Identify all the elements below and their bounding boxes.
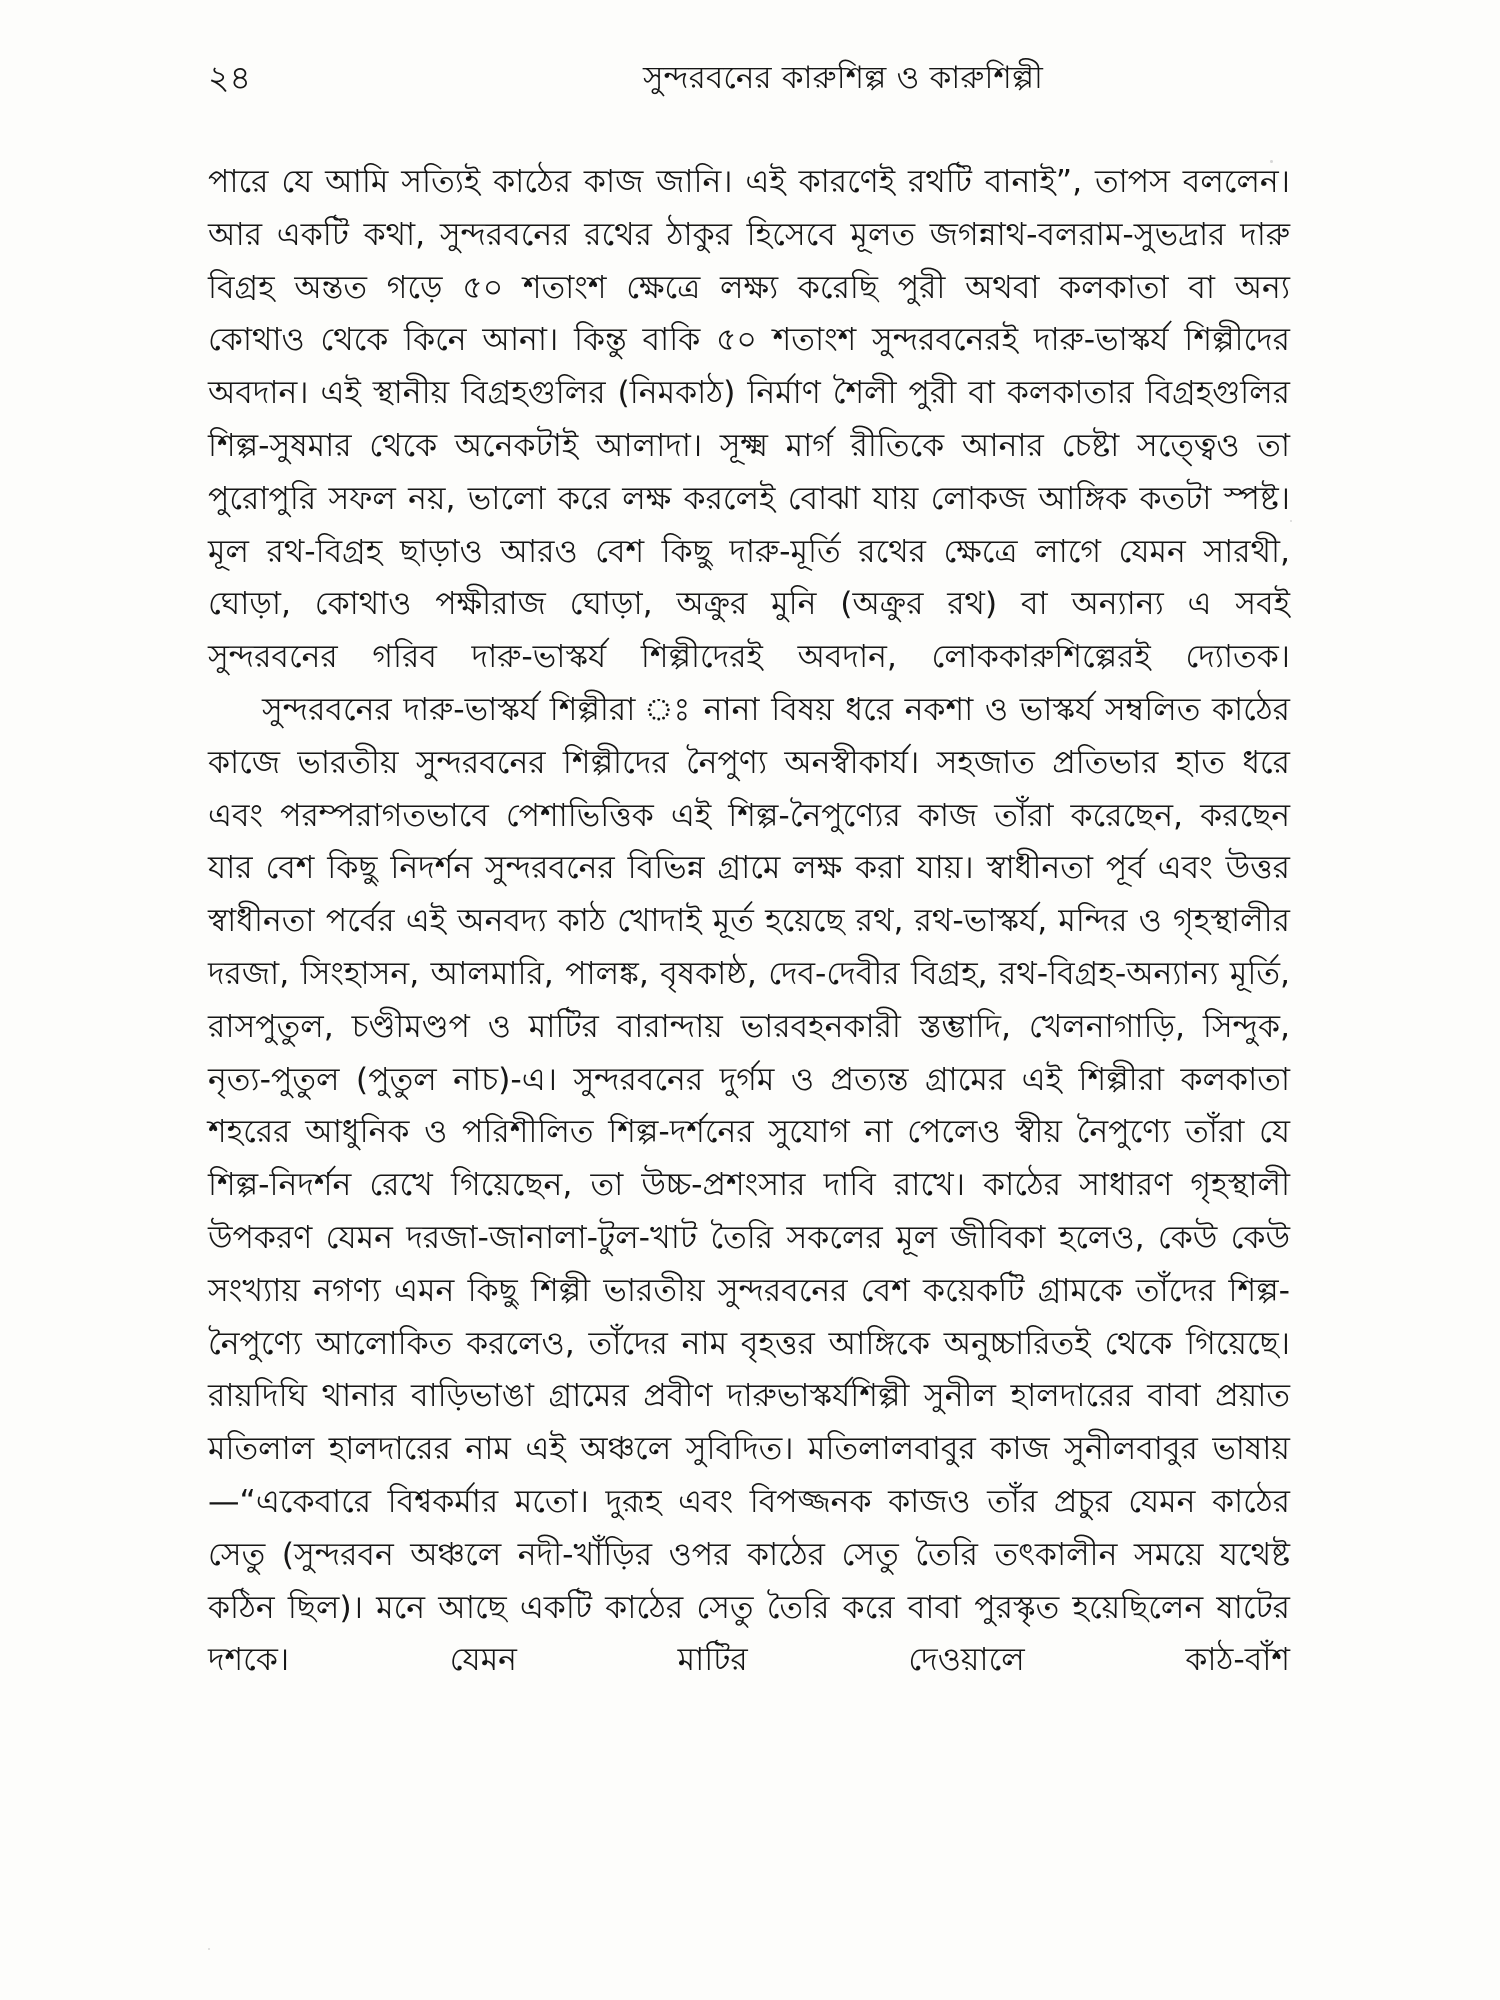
page-body (208, 156, 1290, 1966)
paragraph-woodcarvers: সুন্দরবনের দারু-ভাস্কর্য শিল্পীরা ঃ নানা বিষয় ধরে নকশা ও ভাস্কর্য সম্বলিত কাঠের কাজে ভারতীয় সুন্দরবনের শিল্পীদের নৈপুণ্য অনস্বীকার্য। সহজাত প্রতিভার হাত ধরে এবং পরম্পরাগতভাবে পেশাভিত্তিক এই শিল্প-নৈপুণ্যের কাজ তাঁরা করেছেন, করছেন যার বেশ কিছু নিদর্শন সুন্দরবনের বিভিন্ন গ্রামে লক্ষ করা যায়। স্বাধীনতা পূর্ব এবং উত্তর স্বাধীনতা পর্বের এই অনবদ্য কাঠ খোদাই মূর্ত হয়েছে রথ, রথ-ভাস্কর্য, মন্দির ও গৃহস্থালীর দরজা, সিংহাসন, আলমারি, পালঙ্ক, বৃষকাষ্ঠ, দেব-দেবীর বিগ্রহ, রথ-বিগ্রহ-অন্যান্য মূর্তি, রাসপুতুল, চণ্ডীমণ্ডপ ও মাটির বারান্দায় ভারবহনকারী স্তম্ভাদি, খেলনাগাড়ি, সিন্দুক, নৃত্য-পুতুল (পুতুল নাচ)-এ। সুন্দরবনের দুর্গম ও প্রত্যন্ত গ্রামের এই শিল্পীরা কলকাতা শহরের আধুনিক ও পরিশীলিত শিল্প-দর্শনের সুযোগ না পেলেও স্বীয় নৈপুণ্যে তাঁরা যে শিল্প-নিদর্শন রেখে গিয়েছেন, তা উচ্চ-প্রশংসার দাবি রাখে। কাঠের সাধারণ গৃহস্থালী উপকরণ যেমন দরজা-জানালা-টুল-খাট তৈরি সকলের মূল জীবিকা হলেও, কেউ কেউ সংখ্যায় নগণ্য এমন কিছু শিল্পী ভারতীয় সুন্দরবনের বেশ কয়েকটি গ্রামকে তাঁদের শিল্প-নৈপুণ্যে আলোকিত করলেও, তাঁদের নাম বৃহত্তর আঙ্গিকে অনুচ্চারিতই থেকে গিয়েছে। রায়দিঘি থানার বাড়িভাঙা গ্রামের প্রবীণ দারুভাস্কর্যশিল্পী সুনীল হালদারের বাবা প্রয়াত মতিলাল হালদারের নাম এই অঞ্চলে সুবিদিত। মতিলালবাবুর কাজ সুনীলবাবুর ভাষায়—“একেবারে বিশ্বকর্মার মতো। দুরূহ এবং বিপজ্জনক কাজও তাঁর প্রচুর যেমন কাঠের সেতু (সুন্দরবন অঞ্চলে নদী-খাঁড়ির ওপর কাঠের সেতু তৈরি তৎকালীন সময়ে যথেষ্ট কঠিন ছিল)। মনে আছে একটি কাঠের সেতু তৈরি করে বাবা পুরস্কৃত হয়েছিলেন ষাটের দশকে। যেমন মাটির দেওয়ালে কাঠ-বাঁশ (208, 691, 1290, 1679)
paragraph-continuation: পারে যে আমি সত্যিই কাঠের কাজ জানি। এই কারণেই রথটি বানাই”, তাপস বললেন। আর একটি কথা, সুন্দরবনের রথের ঠাকুর হিসেবে মূলত জগন্নাথ-বলরাম-সুভদ্রার দারু বিগ্রহ অন্তত গড়ে ৫০ শতাংশ ক্ষেত্রে লক্ষ্য করেছি পুরী অথবা কলকাতা বা অন্য কোথাও থেকে কিনে আনা। কিন্তু বাকি ৫০ শতাংশ সুন্দরবনেরই দারু-ভাস্কর্য শিল্পীদের অবদান। এই স্থানীয় বিগ্রহগুলির (নিমকাঠ) নির্মাণ শৈলী পুরী বা কলকাতার বিগ্রহগুলির শিল্প-সুষমার থেকে অনেকটাই আলাদা। সূক্ষ্ম মার্গ রীতিকে আনার চেষ্টা সত্ত্বেও তা পুরোপুরি সফল নয়, ভালো করে লক্ষ করলেই বোঝা যায় লোকজ আঙ্গিক কতটা স্পষ্ট। মূল রথ-বিগ্রহ ছাড়াও আরও বেশ কিছু দারু-মূর্তি রথের ক্ষেত্রে লাগে যেমন সারথী, ঘোড়া, কোথাও পক্ষীরাজ ঘোড়া, অক্রুর মুনি (অক্রুর রথ) বা অন্যান্য এ সবই সুন্দরবনের গরিব দারু-ভাস্কর্য শিল্পীদেরই অবদান, লোককারুশিল্পেরই দ্যোতক। (208, 164, 1290, 676)
page-number: ২৪ (208, 58, 251, 97)
scan-speck (208, 1948, 210, 1950)
page-header (208, 48, 1308, 108)
scan-speck (1290, 520, 1292, 522)
running-title: সুন্দরবনের কারুশিল্প ও কারুশিল্পী (642, 60, 1044, 96)
scan-speck (1270, 160, 1273, 163)
